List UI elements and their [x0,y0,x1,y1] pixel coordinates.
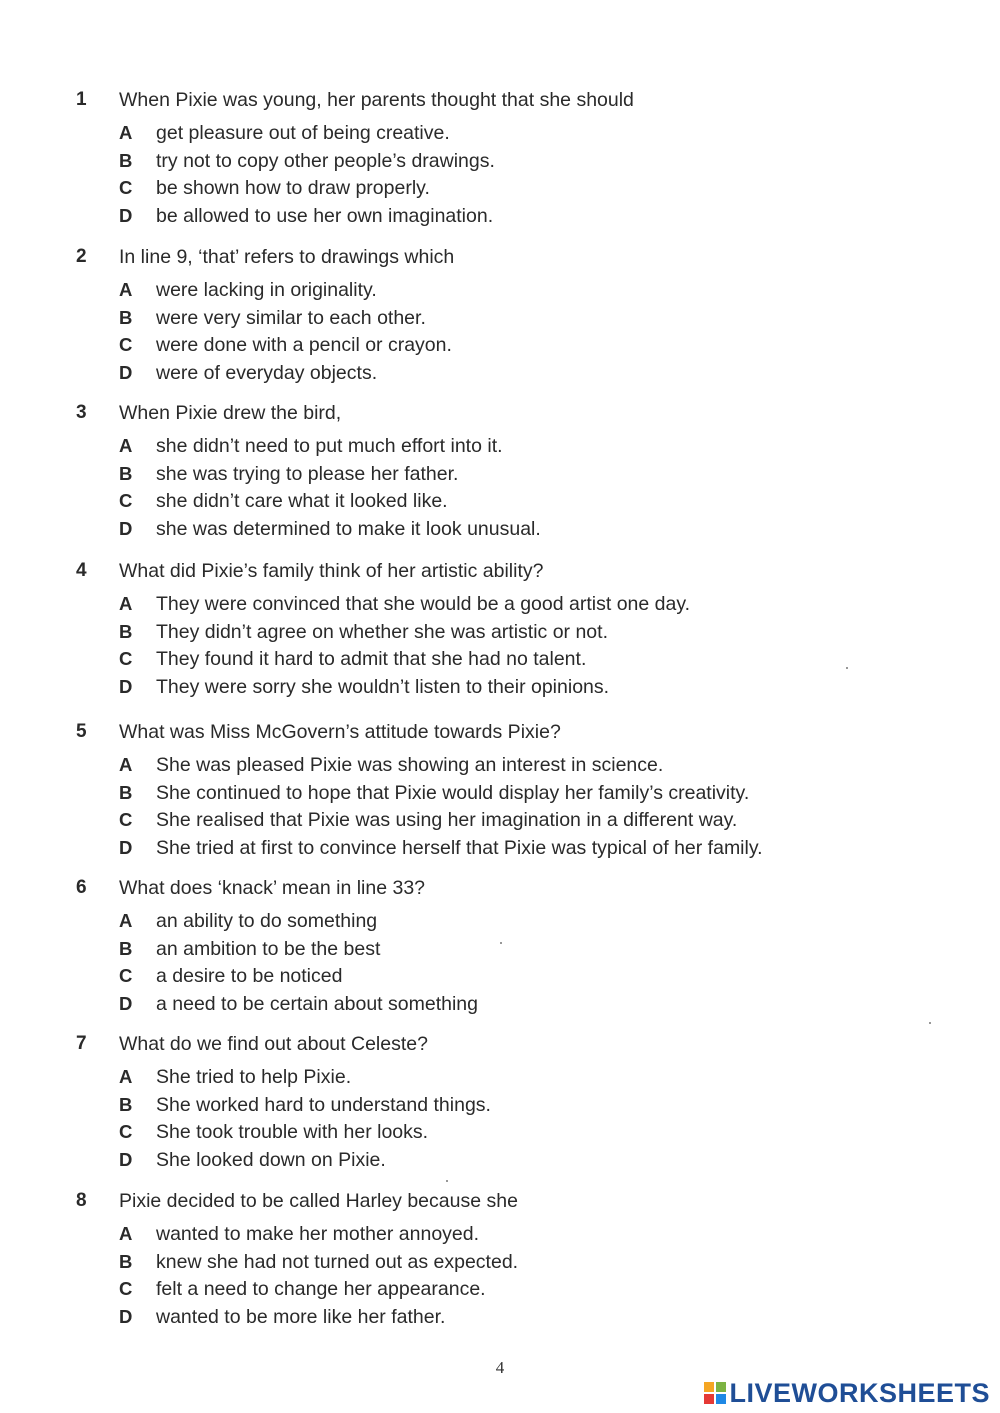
answer-option-c[interactable] [0,1277,1000,1301]
option-text: an ambition to be the best [156,938,381,960]
option-letter: A [119,593,133,614]
option-letter: B [119,1094,133,1115]
answer-option-c[interactable] [0,808,1000,832]
option-letter: D [119,676,133,697]
answer-option-d[interactable] [0,361,1000,385]
option-letter: C [119,648,133,669]
option-text: She looked down on Pixie. [156,1149,386,1171]
question-stem: What was Miss McGovern’s attitude towards Pixie? [119,721,561,743]
answer-option-a[interactable] [0,434,1000,458]
answer-option-b[interactable] [0,781,1000,805]
question-stem: What does ‘knack’ mean in line 33? [119,877,426,899]
option-text: She tried to help Pixie. [156,1066,352,1088]
option-letter: D [119,1149,133,1170]
question-stem: In line 9, ‘that’ refers to drawings which [119,246,455,268]
option-letter: A [119,1223,133,1244]
option-text: She was pleased Pixie was showing an interest in science. [156,754,664,776]
option-text: were of everyday objects. [156,362,378,384]
scan-speck [929,1022,931,1024]
option-text: wanted to make her mother annoyed. [156,1223,480,1245]
answer-option-a[interactable] [0,121,1000,145]
option-text: were very similar to each other. [156,307,426,329]
option-letter: B [119,150,133,171]
option-letter: A [119,435,133,456]
option-letter: C [119,965,133,986]
question-stem: When Pixie drew the bird, [119,402,342,424]
option-text: get pleasure out of being creative. [156,122,450,144]
answer-option-d[interactable] [0,517,1000,541]
option-letter: A [119,910,133,931]
answer-option-c[interactable] [0,964,1000,988]
answer-option-a[interactable] [0,1065,1000,1089]
question-stem: What do we find out about Celeste? [119,1033,428,1055]
option-text: She took trouble with her looks. [156,1121,429,1143]
option-letter: B [119,463,133,484]
option-letter: D [119,362,133,383]
scan-speck [500,942,502,944]
option-text: knew she had not turned out as expected. [156,1251,519,1273]
answer-option-c[interactable] [0,647,1000,671]
answer-option-d[interactable] [0,675,1000,699]
answer-option-d[interactable] [0,204,1000,228]
answer-option-c[interactable] [0,333,1000,357]
option-text: a desire to be noticed [156,965,343,987]
question-number: 7 [76,1033,87,1054]
option-text: She continued to hope that Pixie would display her family’s creativity. [156,782,750,804]
option-text: They were convinced that she would be a good artist one day. [156,593,691,615]
question-number: 4 [76,560,87,581]
answer-option-a[interactable] [0,753,1000,777]
option-letter: B [119,621,133,642]
liveworksheets-brand[interactable] [703,1378,990,1408]
option-text: were done with a pencil or crayon. [156,334,452,356]
option-text: wanted to be more like her father. [156,1306,446,1328]
option-letter: B [119,782,133,803]
question-number: 1 [76,89,87,110]
option-text: She worked hard to understand things. [156,1094,491,1116]
question-stem: Pixie decided to be called Harley because she [119,1190,518,1212]
option-text: she was determined to make it look unusual. [156,518,541,540]
option-letter: B [119,1251,133,1272]
option-text: be allowed to use her own imagination. [156,205,494,227]
option-text: she didn’t need to put much effort into it. [156,435,503,457]
question-number: 5 [76,721,87,742]
option-text: They found it hard to admit that she had no talent. [156,648,587,670]
option-letter: D [119,993,133,1014]
option-text: try not to copy other people’s drawings. [156,150,495,172]
option-text: a need to be certain about something [156,993,478,1015]
option-text: They didn’t agree on whether she was artistic or not. [156,621,608,643]
option-letter: B [119,938,133,959]
answer-option-b[interactable] [0,620,1000,644]
option-text: She tried at first to convince herself that Pixie was typical of her family. [156,837,763,859]
answer-option-c[interactable] [0,1120,1000,1144]
scan-speck [846,667,848,669]
question-stem: What did Pixie’s family think of her artistic ability? [119,560,544,582]
option-text: she didn’t care what it looked like. [156,490,448,512]
question-number: 2 [76,246,87,267]
answer-option-a[interactable] [0,592,1000,616]
option-letter: B [119,307,133,328]
answer-option-d[interactable] [0,1305,1000,1329]
question-number: 6 [76,877,87,898]
option-letter: A [119,122,133,143]
brand-text: LIVEWORKSHEETS [729,1378,990,1408]
option-text: She realised that Pixie was using her imagination in a different way. [156,809,738,831]
answer-option-b[interactable] [0,1250,1000,1274]
scan-speck [446,1180,448,1182]
page-number: 4 [495,1358,505,1377]
answer-option-d[interactable] [0,992,1000,1016]
option-letter: A [119,754,133,775]
answer-option-b[interactable] [0,306,1000,330]
option-text: an ability to do something [156,910,378,932]
answer-option-b[interactable] [0,1093,1000,1117]
option-letter: D [119,205,133,226]
option-letter: C [119,490,133,511]
option-letter: C [119,809,133,830]
answer-option-d[interactable] [0,836,1000,860]
liveworksheets-logo-icon [703,1381,727,1405]
answer-option-c[interactable] [0,489,1000,513]
answer-option-d[interactable] [0,1148,1000,1172]
option-letter: D [119,518,133,539]
option-letter: C [119,1121,133,1142]
option-letter: D [119,1306,133,1327]
answer-option-a[interactable] [0,278,1000,302]
question-stem: When Pixie was young, her parents thought that she should [119,89,634,111]
answer-option-a[interactable] [0,909,1000,933]
answer-option-b[interactable] [0,149,1000,173]
answer-option-a[interactable] [0,1222,1000,1246]
option-text: were lacking in originality. [156,279,377,301]
option-letter: C [119,177,133,198]
option-text: she was trying to please her father. [156,463,459,485]
answer-option-b[interactable] [0,462,1000,486]
option-letter: A [119,1066,133,1087]
option-letter: D [119,837,133,858]
answer-option-c[interactable] [0,176,1000,200]
option-text: felt a need to change her appearance. [156,1278,486,1300]
option-letter: A [119,279,133,300]
question-number: 8 [76,1190,87,1211]
question-number: 3 [76,402,87,423]
option-text: They were sorry she wouldn’t listen to their opinions. [156,676,610,698]
option-text: be shown how to draw properly. [156,177,430,199]
answer-option-b[interactable] [0,937,1000,961]
option-letter: C [119,1278,133,1299]
option-letter: C [119,334,133,355]
